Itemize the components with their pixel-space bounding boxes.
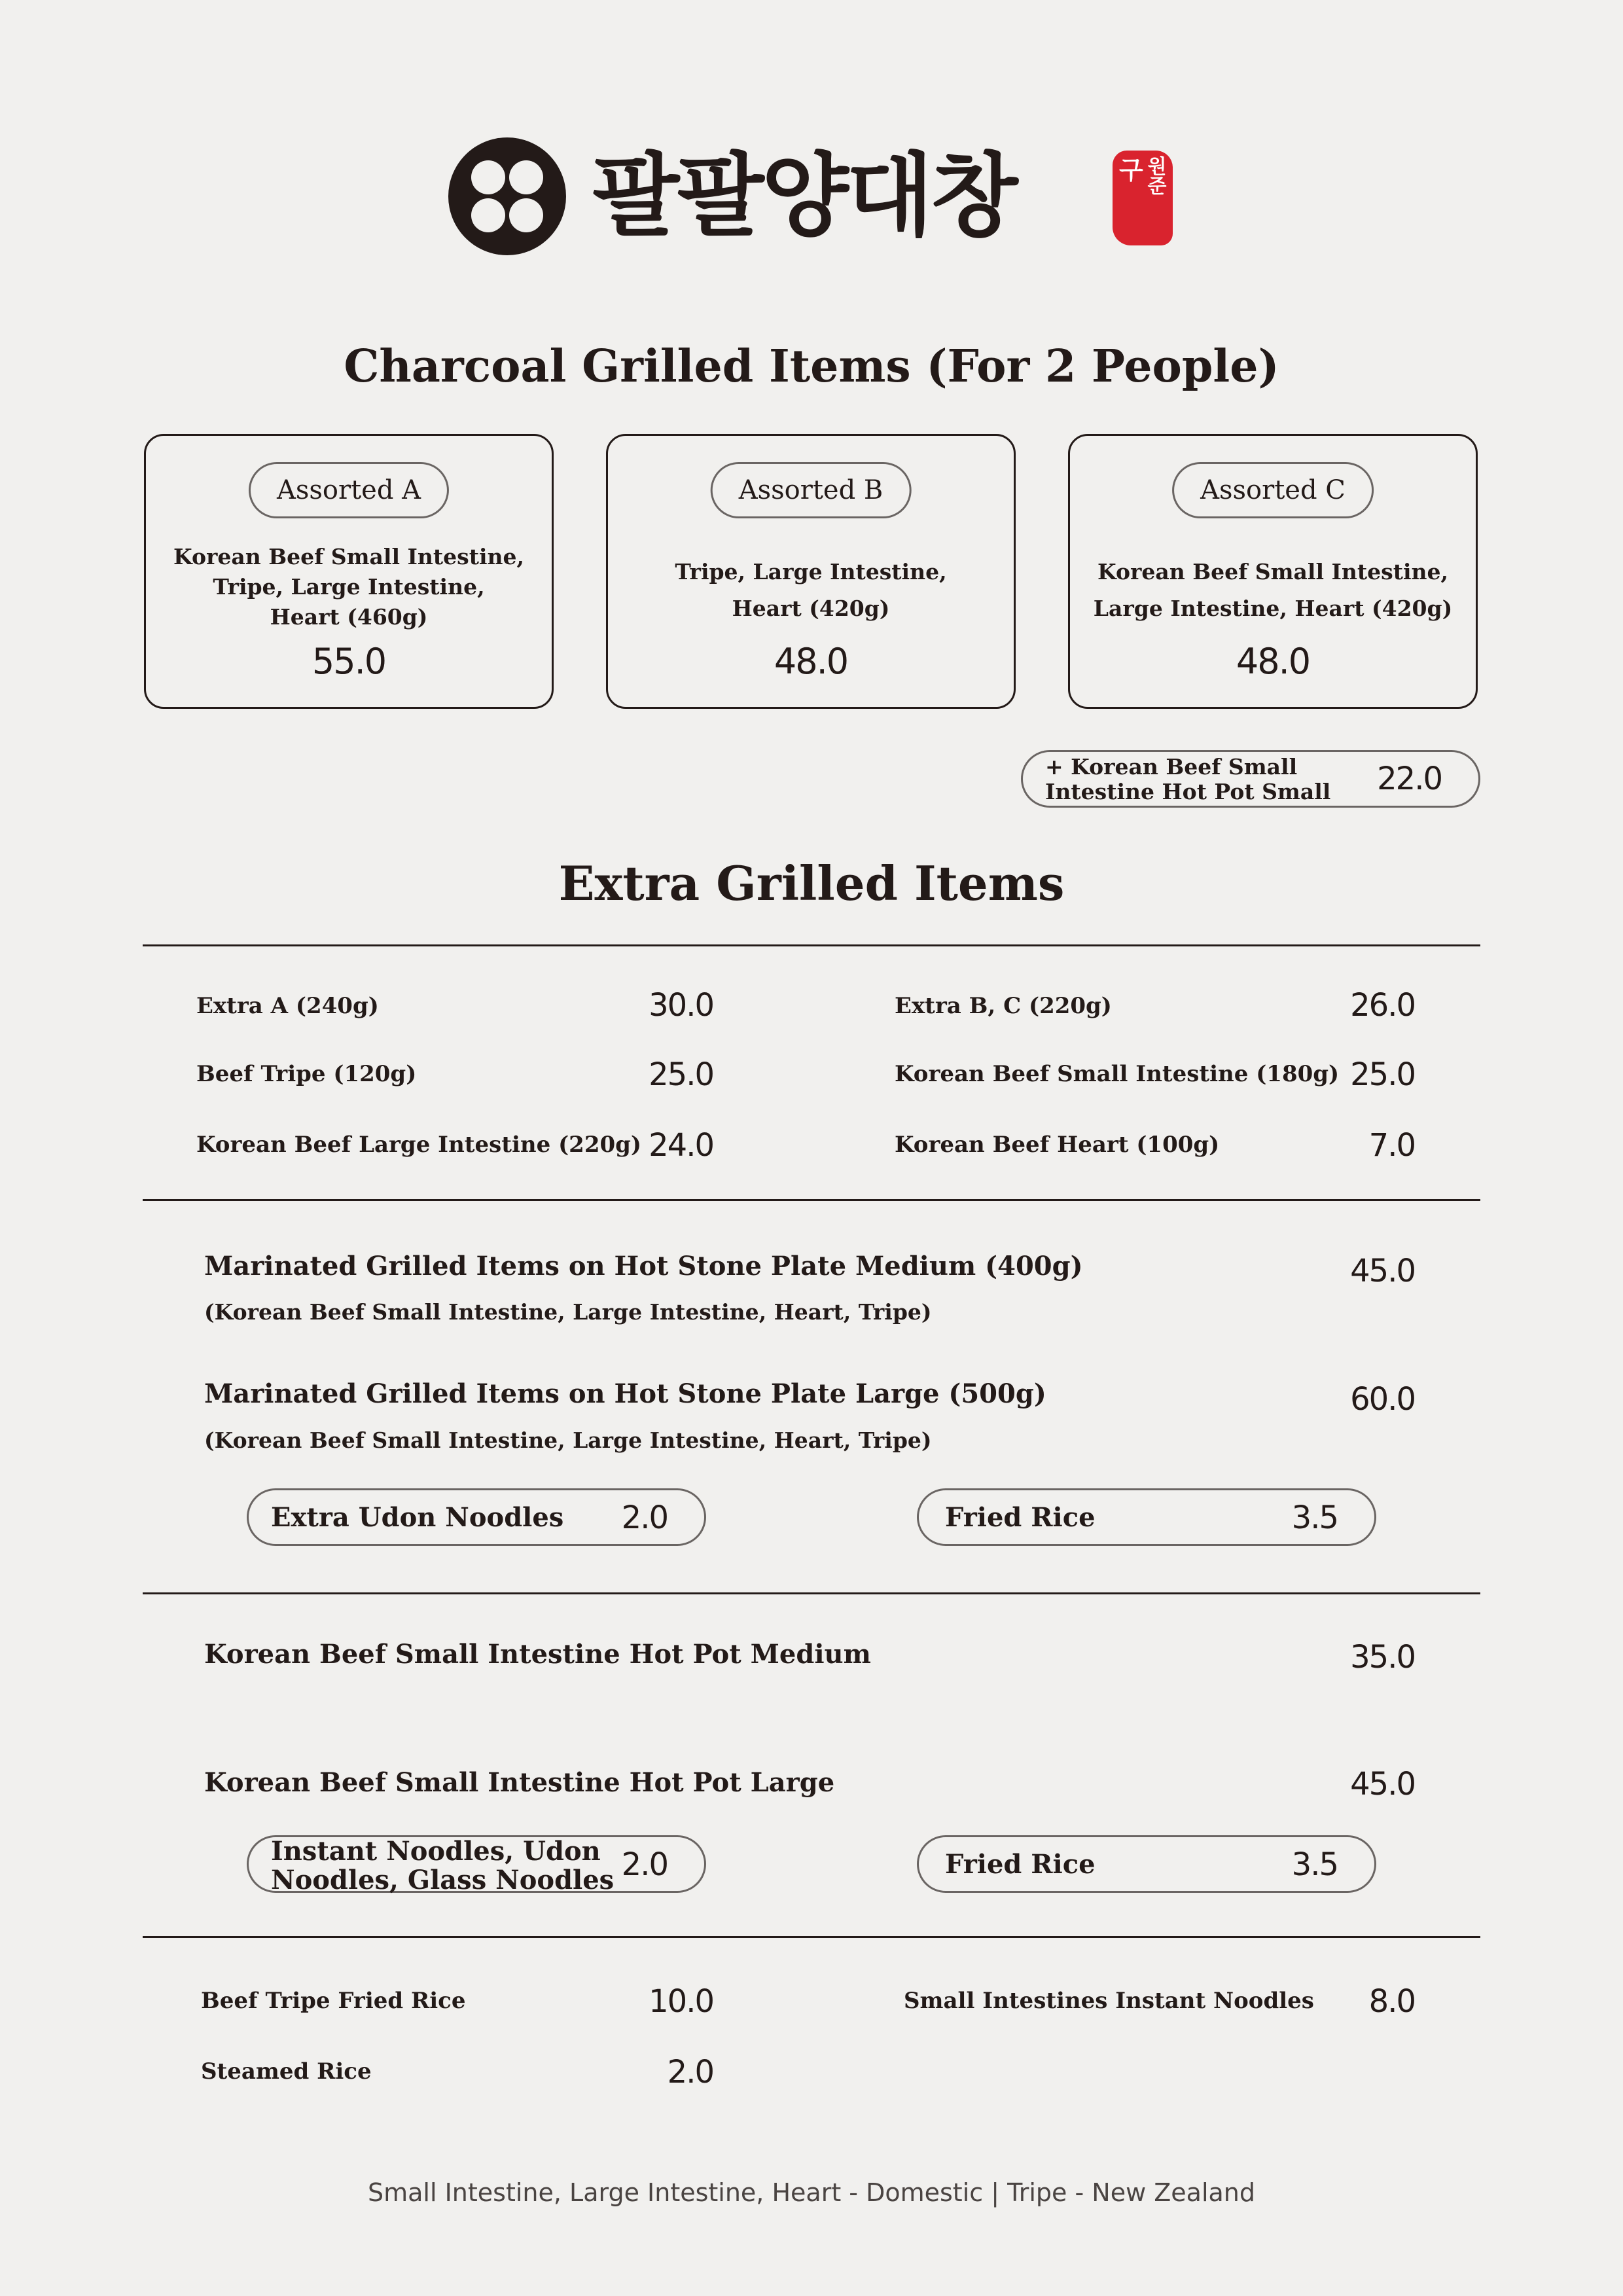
hotstone-medium-sub: (Korean Beef Small Intestine, Large Intestine, Heart, Tripe) [204,1299,932,1325]
divider [143,1199,1480,1201]
desc-line: Korean Beef Small Intestine, [173,544,524,569]
seal-text-2: 원준 [1143,156,1166,195]
brand-logo [445,131,1185,262]
hotpot-medium-price: 35.0 [1350,1639,1415,1676]
addon-label: Fried Rice [945,1502,1096,1533]
brand-name: 팔팔양대창 [592,143,1016,249]
extra-item-price: 25.0 [1350,1056,1415,1093]
addon-line: Instant Noodles, Udon [271,1836,601,1867]
desc-line: Korean Beef Small Intestine, [1097,559,1448,584]
addon-label: Fried Rice [945,1849,1096,1880]
addon-line: Intestine Hot Pot Small [1045,779,1331,804]
assorted-a-card [144,434,554,709]
assorted-b-label: Assorted B [711,462,912,518]
addon-price: 3.5 [1291,1846,1338,1883]
side-item-price: 10.0 [649,1983,713,2020]
extra-item-name: Korean Beef Small Intestine (180g) [895,1061,1340,1087]
flower-logo-icon [445,134,569,259]
desc-line: Tripe, Large Intestine, [675,559,947,584]
extra-item-name: Beef Tripe (120g) [196,1061,417,1087]
hotpot-small-addon-price: 22.0 [1377,761,1442,797]
side-item-price: 2.0 [667,2054,713,2090]
desc-line: Heart (460g) [270,604,428,630]
extra-item-name: Korean Beef Large Intestine (220g) [196,1132,641,1158]
assorted-c-label: Assorted C [1172,462,1374,518]
divider [143,1592,1480,1594]
hotpot-small-addon [1021,750,1480,808]
hotstone-medium-price: 45.0 [1350,1253,1415,1289]
assorted-a-desc [159,542,539,632]
extra-item-name: Korean Beef Heart (100g) [895,1132,1220,1158]
extra-item-price: 24.0 [649,1127,713,1164]
assorted-b-price: 48.0 [774,641,848,682]
assorted-c-price: 48.0 [1236,641,1310,682]
assorted-a-label: Assorted A [249,462,449,518]
addon-label [271,1837,614,1895]
addon-label: Extra Udon Noodles [271,1502,564,1533]
extra-item-price: 7.0 [1368,1127,1415,1164]
hotpot-medium-name: Korean Beef Small Intestine Hot Pot Medium [204,1639,871,1670]
addon-price: 2.0 [621,1846,668,1883]
hotstone-large-sub: (Korean Beef Small Intestine, Large Intestine, Heart, Tripe) [204,1427,932,1453]
assorted-a-price: 55.0 [312,641,386,682]
extra-item-price: 26.0 [1350,987,1415,1024]
red-seal-stamp [1113,151,1173,245]
desc-line: Large Intestine, Heart (420g) [1093,596,1453,621]
hotstone-fried-rice-addon [917,1488,1376,1546]
divider [143,1936,1480,1938]
divider [143,944,1480,946]
extra-item-name: Extra B, C (220g) [895,993,1112,1019]
hotpot-large-price: 45.0 [1350,1766,1415,1803]
extra-item-name: Extra A (240g) [196,993,379,1019]
addon-price: 2.0 [621,1499,668,1536]
hotstone-large-name: Marinated Grilled Items on Hot Stone Plate Large (500g) [204,1378,1046,1409]
addon-line: + Korean Beef Small [1045,754,1298,780]
side-item-name: Beef Tripe Fried Rice [201,1988,466,2014]
desc-line: Heart (420g) [732,596,890,621]
assorted-b-card [606,434,1016,709]
origin-footnote: Small Intestine, Large Intestine, Heart - Domestic | Tripe - New Zealand [367,2178,1256,2207]
hotstone-medium-name: Marinated Grilled Items on Hot Stone Plate Medium (400g) [204,1251,1083,1282]
assorted-c-card [1068,434,1478,709]
seal-text-1: 구 [1119,156,1143,185]
hotpot-noodles-addon [247,1835,706,1893]
addon-price: 3.5 [1291,1499,1338,1536]
assorted-b-desc [621,554,1001,627]
side-item-price: 8.0 [1368,1983,1415,2020]
side-item-name: Steamed Rice [201,2058,372,2085]
hotpot-fried-rice-addon [917,1835,1376,1893]
hotpot-small-addon-label [1045,755,1330,804]
charcoal-section-title: Charcoal Grilled Items (For 2 People) [344,340,1279,393]
addon-line: Noodles, Glass Noodles [271,1865,615,1895]
assorted-c-desc [1083,554,1463,627]
extra-item-price: 25.0 [649,1056,713,1093]
hotstone-large-price: 60.0 [1350,1381,1415,1418]
extra-item-price: 30.0 [649,987,713,1024]
side-item-name: Small Intestines Instant Noodles [904,1988,1314,2014]
extra-section-title: Extra Grilled Items [558,855,1065,911]
desc-line: Tripe, Large Intestine, [213,574,485,600]
hotstone-udon-addon [247,1488,706,1546]
hotpot-large-name: Korean Beef Small Intestine Hot Pot Large [204,1767,835,1798]
